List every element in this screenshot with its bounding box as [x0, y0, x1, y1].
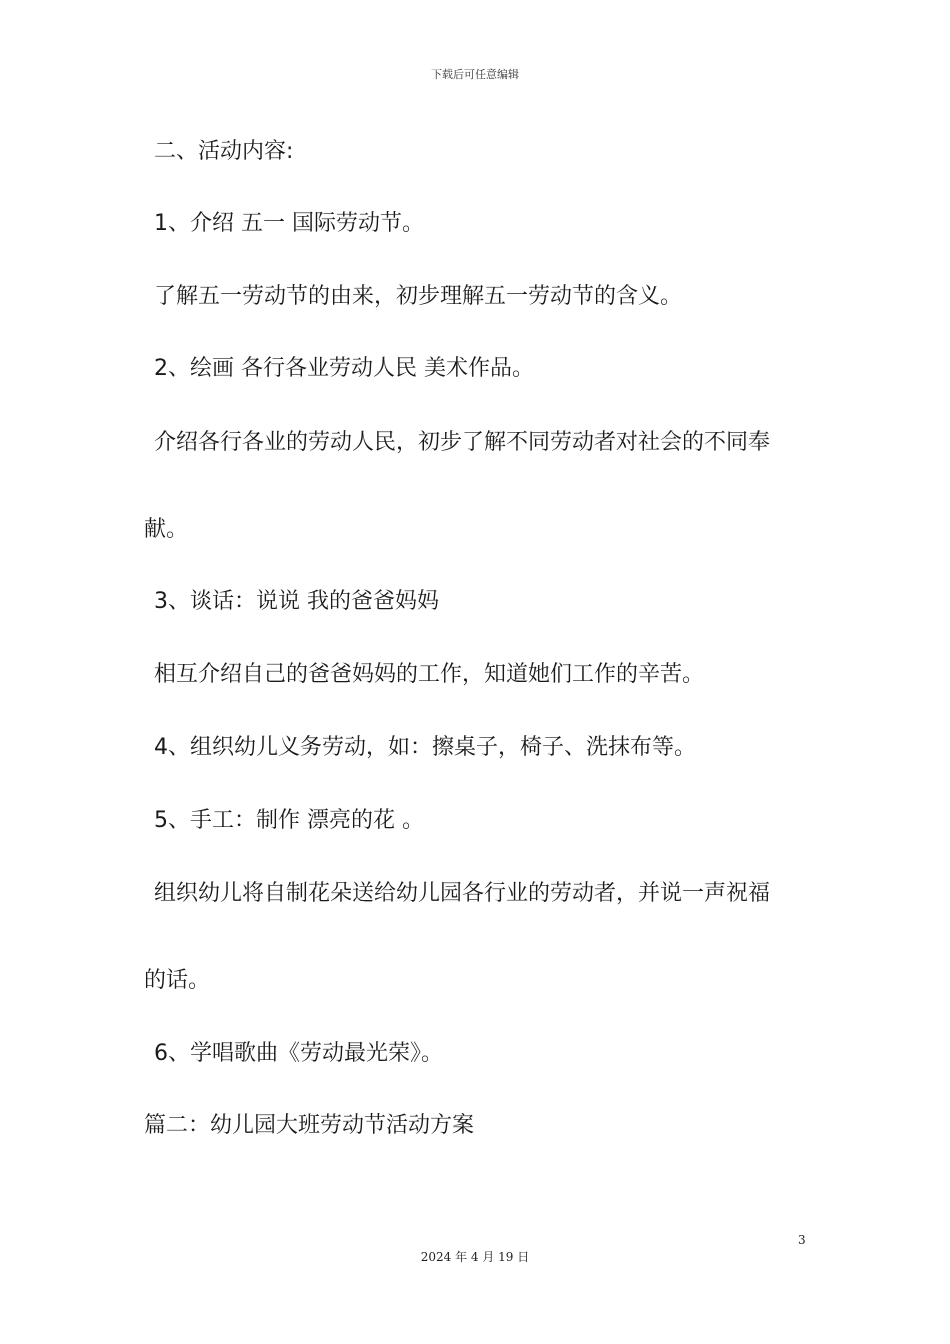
paragraph-text: 了解五一劳动节的由来，初步理解五一劳动节的含义。 — [154, 284, 683, 309]
list-item-5: 5、手工：制作 漂亮的花 。 — [154, 808, 424, 833]
paragraph-text-continued: 献。 — [144, 517, 189, 542]
list-item-6: 6、学唱歌曲《劳动最光荣》。 — [154, 1041, 443, 1066]
paragraph-text: 介绍各行各业的劳动人民，初步了解不同劳动者对社会的不同奉 — [154, 430, 771, 455]
list-item-2: 2、绘画 各行各业劳动人民 美术作品。 — [154, 356, 534, 381]
footer-date: 2024 年 4 月 19 日 — [420, 1250, 530, 1264]
subsection-heading-text: 篇二：幼儿园大班劳动节活动方案 — [144, 1113, 475, 1138]
section-heading-text: 二、活动内容: — [154, 139, 294, 164]
list-item-3: 3、谈话：说说 我的爸爸妈妈 — [154, 589, 439, 614]
list-item-1: 1、介绍 五一 国际劳动节。 — [154, 211, 424, 236]
paragraph-text: 相互介绍自己的爸爸妈妈的工作，知道她们工作的辛苦。 — [154, 662, 705, 687]
list-item-4: 4、组织幼儿义务劳动，如：擦桌子，椅子、洗抹布等。 — [154, 735, 696, 760]
paragraph-text-continued: 的话。 — [144, 968, 211, 993]
paragraph-text: 组织幼儿将自制花朵送给幼儿园各行业的劳动者，并说一声祝福 — [154, 881, 771, 906]
header-note: 下载后可任意编辑 — [431, 68, 519, 81]
page-number: 3 — [798, 1233, 806, 1247]
